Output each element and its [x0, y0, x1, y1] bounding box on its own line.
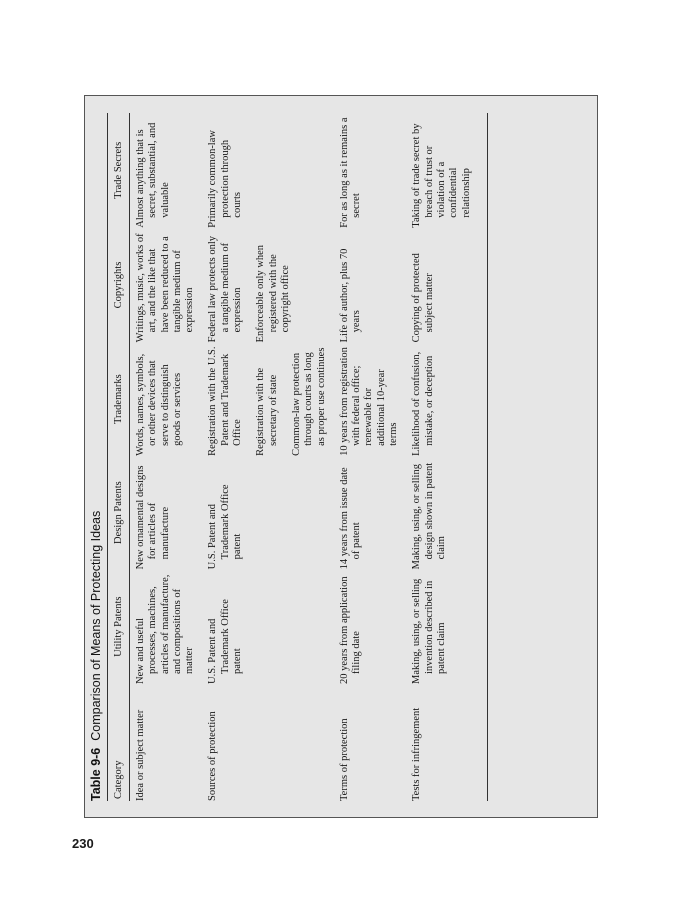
header-category: Category — [108, 684, 130, 801]
table-cell: Almost anything that is secret, substantial, and valuable — [135, 122, 171, 228]
row-category: Idea or subject matter — [135, 709, 146, 801]
table-cell: Federal law protects only a tangible medium of expression Enforceable only when registered with the copyright office — [207, 235, 291, 343]
table-frame — [84, 95, 598, 818]
table-cell: 10 years from registration with federal office; renewable for additional 10-year terms — [338, 347, 400, 456]
table-cell: 20 years from application filing date — [338, 576, 363, 684]
header-row — [108, 113, 130, 801]
header-trademarks: Trademarks — [108, 342, 130, 455]
table-cell: Words, names, symbols, or other devices that serve to distinguish goods or services — [135, 353, 183, 456]
table-row — [334, 113, 406, 801]
table-cell: Primarily common-law protection through courts — [207, 130, 244, 228]
table-cell: Likelihood of confusion, mistake, or deception — [406, 342, 487, 455]
table-cell: Copying of protected subject matter — [406, 228, 487, 343]
table-cell: 14 years from issue date of patent — [338, 467, 363, 570]
table-caption — [89, 511, 103, 801]
table-row — [130, 113, 203, 801]
table-cell: Taking of trade secret by breach of trust or violation of a confidential relationship — [406, 113, 487, 228]
table-cell: Registration with the U.S. Patent and Trademark Office Registration with the secretary of state Common-law protection through courts as long as proper use continues — [207, 346, 327, 456]
comparison-table — [107, 113, 488, 801]
row-category: Terms of protection — [338, 718, 350, 801]
header-trade-secrets: Trade Secrets — [108, 113, 130, 228]
row-category: Sources of protection — [207, 711, 219, 801]
table-row — [202, 113, 333, 801]
table-cell: New ornamental designs for articles of manufacture — [135, 465, 171, 570]
table-cell: New and useful processes, machines, articles of manufacture, and compositions of matter — [135, 574, 196, 684]
table-cell: Making, using, or selling design shown in patent claim — [406, 456, 487, 569]
table-cell: U.S. Patent and Trademark Office patent — [207, 484, 244, 570]
rotated-table-content — [85, 96, 598, 818]
header-utility-patents: Utility Patents — [108, 569, 130, 684]
table-cell: Life of author, plus 70 years — [338, 248, 363, 343]
table-cell: Writings, music, works of art, and the like that have been reduced to a tangible medium of expression — [135, 233, 196, 343]
table-cell: Making, using, or selling invention described in patent claim — [406, 569, 487, 684]
header-copyrights: Copyrights — [108, 228, 130, 343]
table-cell: For as long as it remains a secret — [338, 117, 363, 228]
header-design-patents: Design Patents — [108, 456, 130, 569]
table-label: Table 9-6 — [89, 747, 103, 801]
table-row — [406, 113, 487, 801]
page-number: 230 — [72, 836, 94, 851]
table-cell: U.S. Patent and Trademark Office patent — [207, 599, 244, 684]
table-title: Comparison of Means of Protecting Ideas — [89, 510, 103, 741]
table-wrap — [107, 113, 488, 801]
row-category: Tests for infringement — [406, 684, 487, 801]
